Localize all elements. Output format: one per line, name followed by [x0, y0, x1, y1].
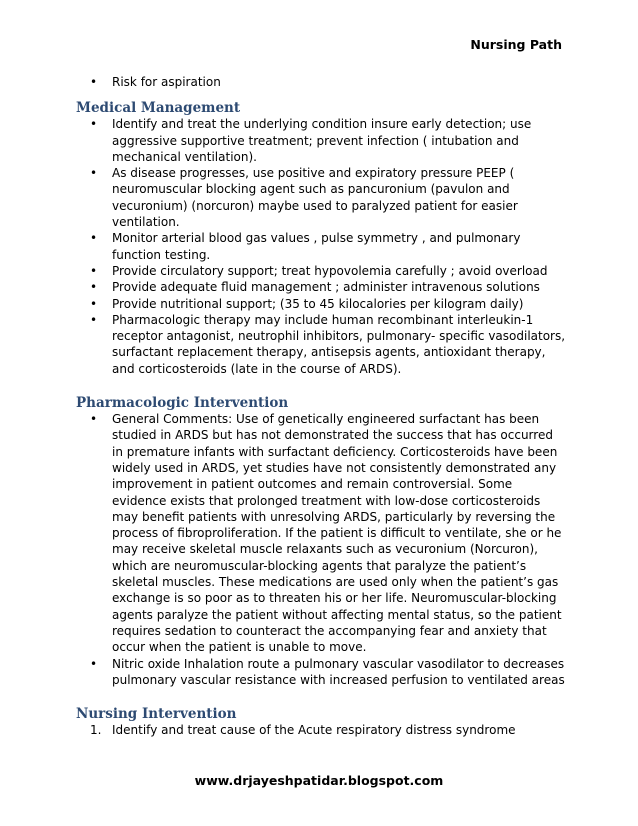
medical-management-list	[76, 116, 566, 377]
bullet-item: • Identify and treat the underlying condition insure early detection; use aggressive supportive treatment; prevent infection ( intubation and mechanical ventilation).	[76, 116, 566, 165]
bullet-item: • General Comments: Use of genetically engineered surfactant has been studied in ARDS but has not demonstrated the success that has occurred in premature infants with surfactant deficiency. Corticosteroids have been widely used in ARDS, yet studies have not consistently demonstrated any improvement in patient outcomes and remain controversial. Some evidence exists that prolonged treatment with low-dose corticosteroids may benefit patients with unresolving ARDS, particularly by reversing the process of fibroproliferation. If the patient is difficult to ventilate, she or he may receive skeletal muscle relaxants such as vecuronium (Norcuron), which are neuromuscular-blocking agents that paralyze the patient’s skeletal muscles. These medications are used only when the patient’s gas exchange is so poor as to threaten his or her life. Neuromuscular-blocking agents paralyze the patient without affecting mental status, so the patient requires sedation to counteract the accompanying fear and anxiety that occur when the patient is unable to move.	[76, 411, 566, 655]
item-text: Identify and treat cause of the Acute respiratory distress syndrome	[112, 723, 516, 738]
numbered-item	[76, 722, 566, 738]
section-heading-nursing-intervention: Nursing Intervention	[76, 706, 237, 723]
footer-url: www.drjayeshpatidar.blogspot.com	[194, 773, 444, 788]
page-content	[76, 74, 566, 738]
section-heading-pharmacologic-intervention: Pharmacologic Intervention	[76, 395, 289, 412]
bullet-item: • As disease progresses, use positive and expiratory pressure PEEP ( neuromuscular blocking agent such as pancuronium (pavulon and vecuronium) (norcuron) maybe used to paralyzed patient for easier ventilation.	[76, 165, 566, 230]
bullet-item: • Provide nutritional support; (35 to 45 kilocalories per kilogram daily)	[76, 296, 566, 312]
section-heading-medical-management: Medical Management	[76, 100, 241, 117]
item-number: 1.	[90, 723, 102, 738]
bullet-item: • Risk for aspiration	[76, 74, 566, 90]
pharmacologic-intervention-list	[76, 411, 566, 688]
bullet-item: • Monitor arterial blood gas values , pulse symmetry , and pulmonary function testing.	[76, 230, 566, 263]
bullet-item: • Provide adequate fluid management ; administer intravenous solutions	[76, 279, 566, 295]
bullet-item: • Pharmacologic therapy may include human recombinant interleukin-1 receptor antagonist, neutrophil inhibitors, pulmonary- specific vasodilators, surfactant replacement therapy, antisepsis agents, antioxidant therapy, and corticosteroids (late in the course of ARDS).	[76, 312, 566, 377]
page-header-title: Nursing Path	[470, 37, 562, 52]
bullet-item: • Provide circulatory support; treat hypovolemia carefully ; avoid overload	[76, 263, 566, 279]
bullet-item: • Nitric oxide Inhalation route a pulmonary vascular vasodilator to decreases pulmonary vascular resistance with increased perfusion to ventilated areas	[76, 656, 566, 689]
nursing-intervention-list	[76, 722, 566, 738]
intro-bullet-list	[76, 74, 566, 90]
